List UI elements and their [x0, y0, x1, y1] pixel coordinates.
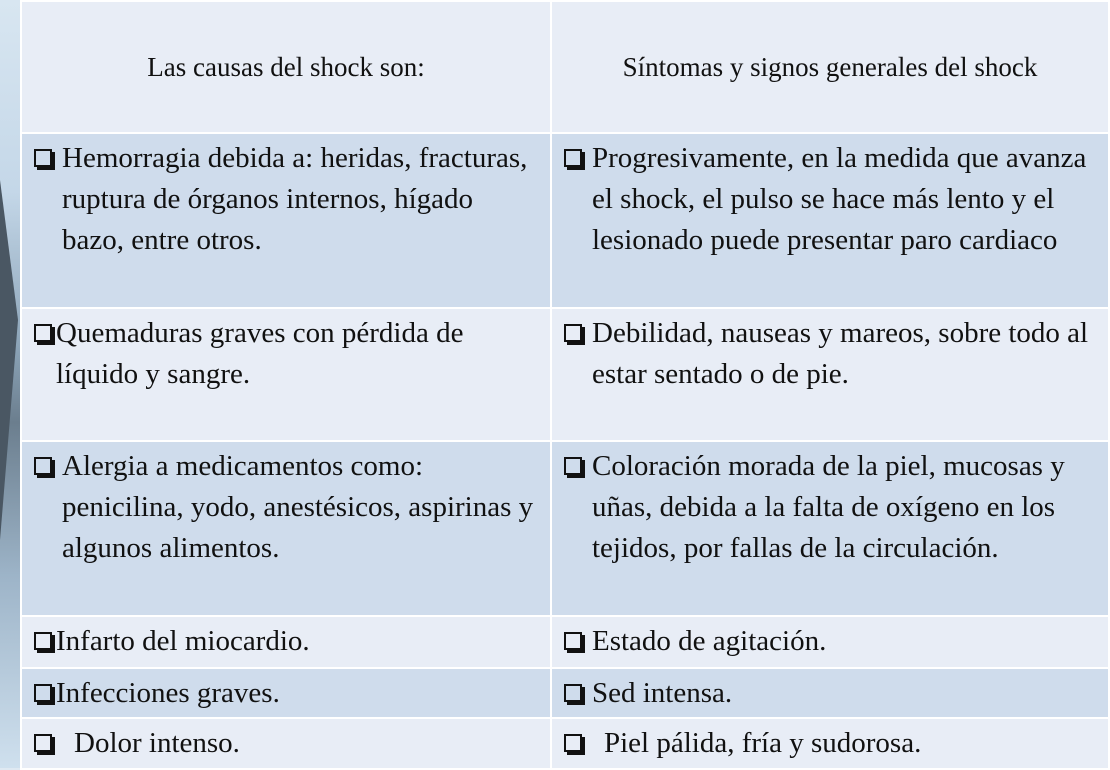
checkbox-bullet-icon — [34, 457, 52, 475]
table-row — [21, 133, 1109, 308]
symptom-cell — [551, 133, 1109, 308]
cause-text: Hemorragia debida a: heridas, fracturas, ruptura de órganos internos, hígado bazo, entre otros. — [62, 142, 528, 256]
checkbox-bullet-icon — [34, 149, 52, 167]
cause-cell — [21, 668, 551, 718]
checkbox-bullet-icon — [34, 632, 52, 650]
table-row — [21, 441, 1109, 616]
symptom-text: Progresivamente, en la medida que avanza el shock, el pulso se hace más lento y el lesionado puede presentar paro cardiaco — [592, 142, 1087, 256]
symptom-cell — [551, 441, 1109, 616]
cause-cell — [21, 616, 551, 668]
shock-table — [20, 0, 1110, 770]
checkbox-bullet-icon — [564, 457, 582, 475]
cause-cell — [21, 133, 551, 308]
symptom-text: Coloración morada de la piel, mucosas y uñas, debida a la falta de oxígeno en los tejidos, por fallas de la circulación. — [592, 450, 1065, 564]
checkbox-bullet-icon — [564, 632, 582, 650]
checkbox-bullet-icon — [564, 684, 582, 702]
symptom-text: Sed intensa. — [592, 677, 733, 709]
checkbox-bullet-icon — [564, 734, 582, 752]
header-symptoms: Síntomas y signos generales del shock — [551, 1, 1109, 133]
symptom-text: Estado de agitación. — [592, 625, 827, 657]
cause-text: Infecciones graves. — [56, 677, 280, 709]
checkbox-bullet-icon — [564, 149, 582, 167]
table-row — [21, 718, 1109, 769]
table-row — [21, 616, 1109, 668]
checkbox-bullet-icon — [34, 324, 52, 342]
cause-cell — [21, 308, 551, 441]
symptom-text: Debilidad, nauseas y mareos, sobre todo al estar sentado o de pie. — [592, 317, 1089, 390]
cause-cell — [21, 718, 551, 769]
slide-decoration — [0, 0, 20, 768]
table-header-row — [21, 1, 1109, 133]
checkbox-bullet-icon — [564, 324, 582, 342]
symptom-text: Piel pálida, fría y sudorosa. — [604, 727, 922, 759]
symptom-cell — [551, 308, 1109, 441]
symptom-cell — [551, 718, 1109, 769]
cause-cell — [21, 441, 551, 616]
checkbox-bullet-icon — [34, 734, 52, 752]
cause-text: Quemaduras graves con pérdida de líquido y sangre. — [56, 317, 464, 390]
table-row — [21, 308, 1109, 441]
header-causes: Las causas del shock son: — [21, 1, 551, 133]
symptom-cell — [551, 616, 1109, 668]
symptom-cell — [551, 668, 1109, 718]
cause-text: Infarto del miocardio. — [56, 625, 310, 657]
cause-text: Alergia a medicamentos como: penicilina, yodo, anestésicos, aspirinas y algunos alimentos. — [62, 450, 534, 564]
cause-text: Dolor intenso. — [74, 727, 240, 759]
table-row — [21, 668, 1109, 718]
checkbox-bullet-icon — [34, 684, 52, 702]
